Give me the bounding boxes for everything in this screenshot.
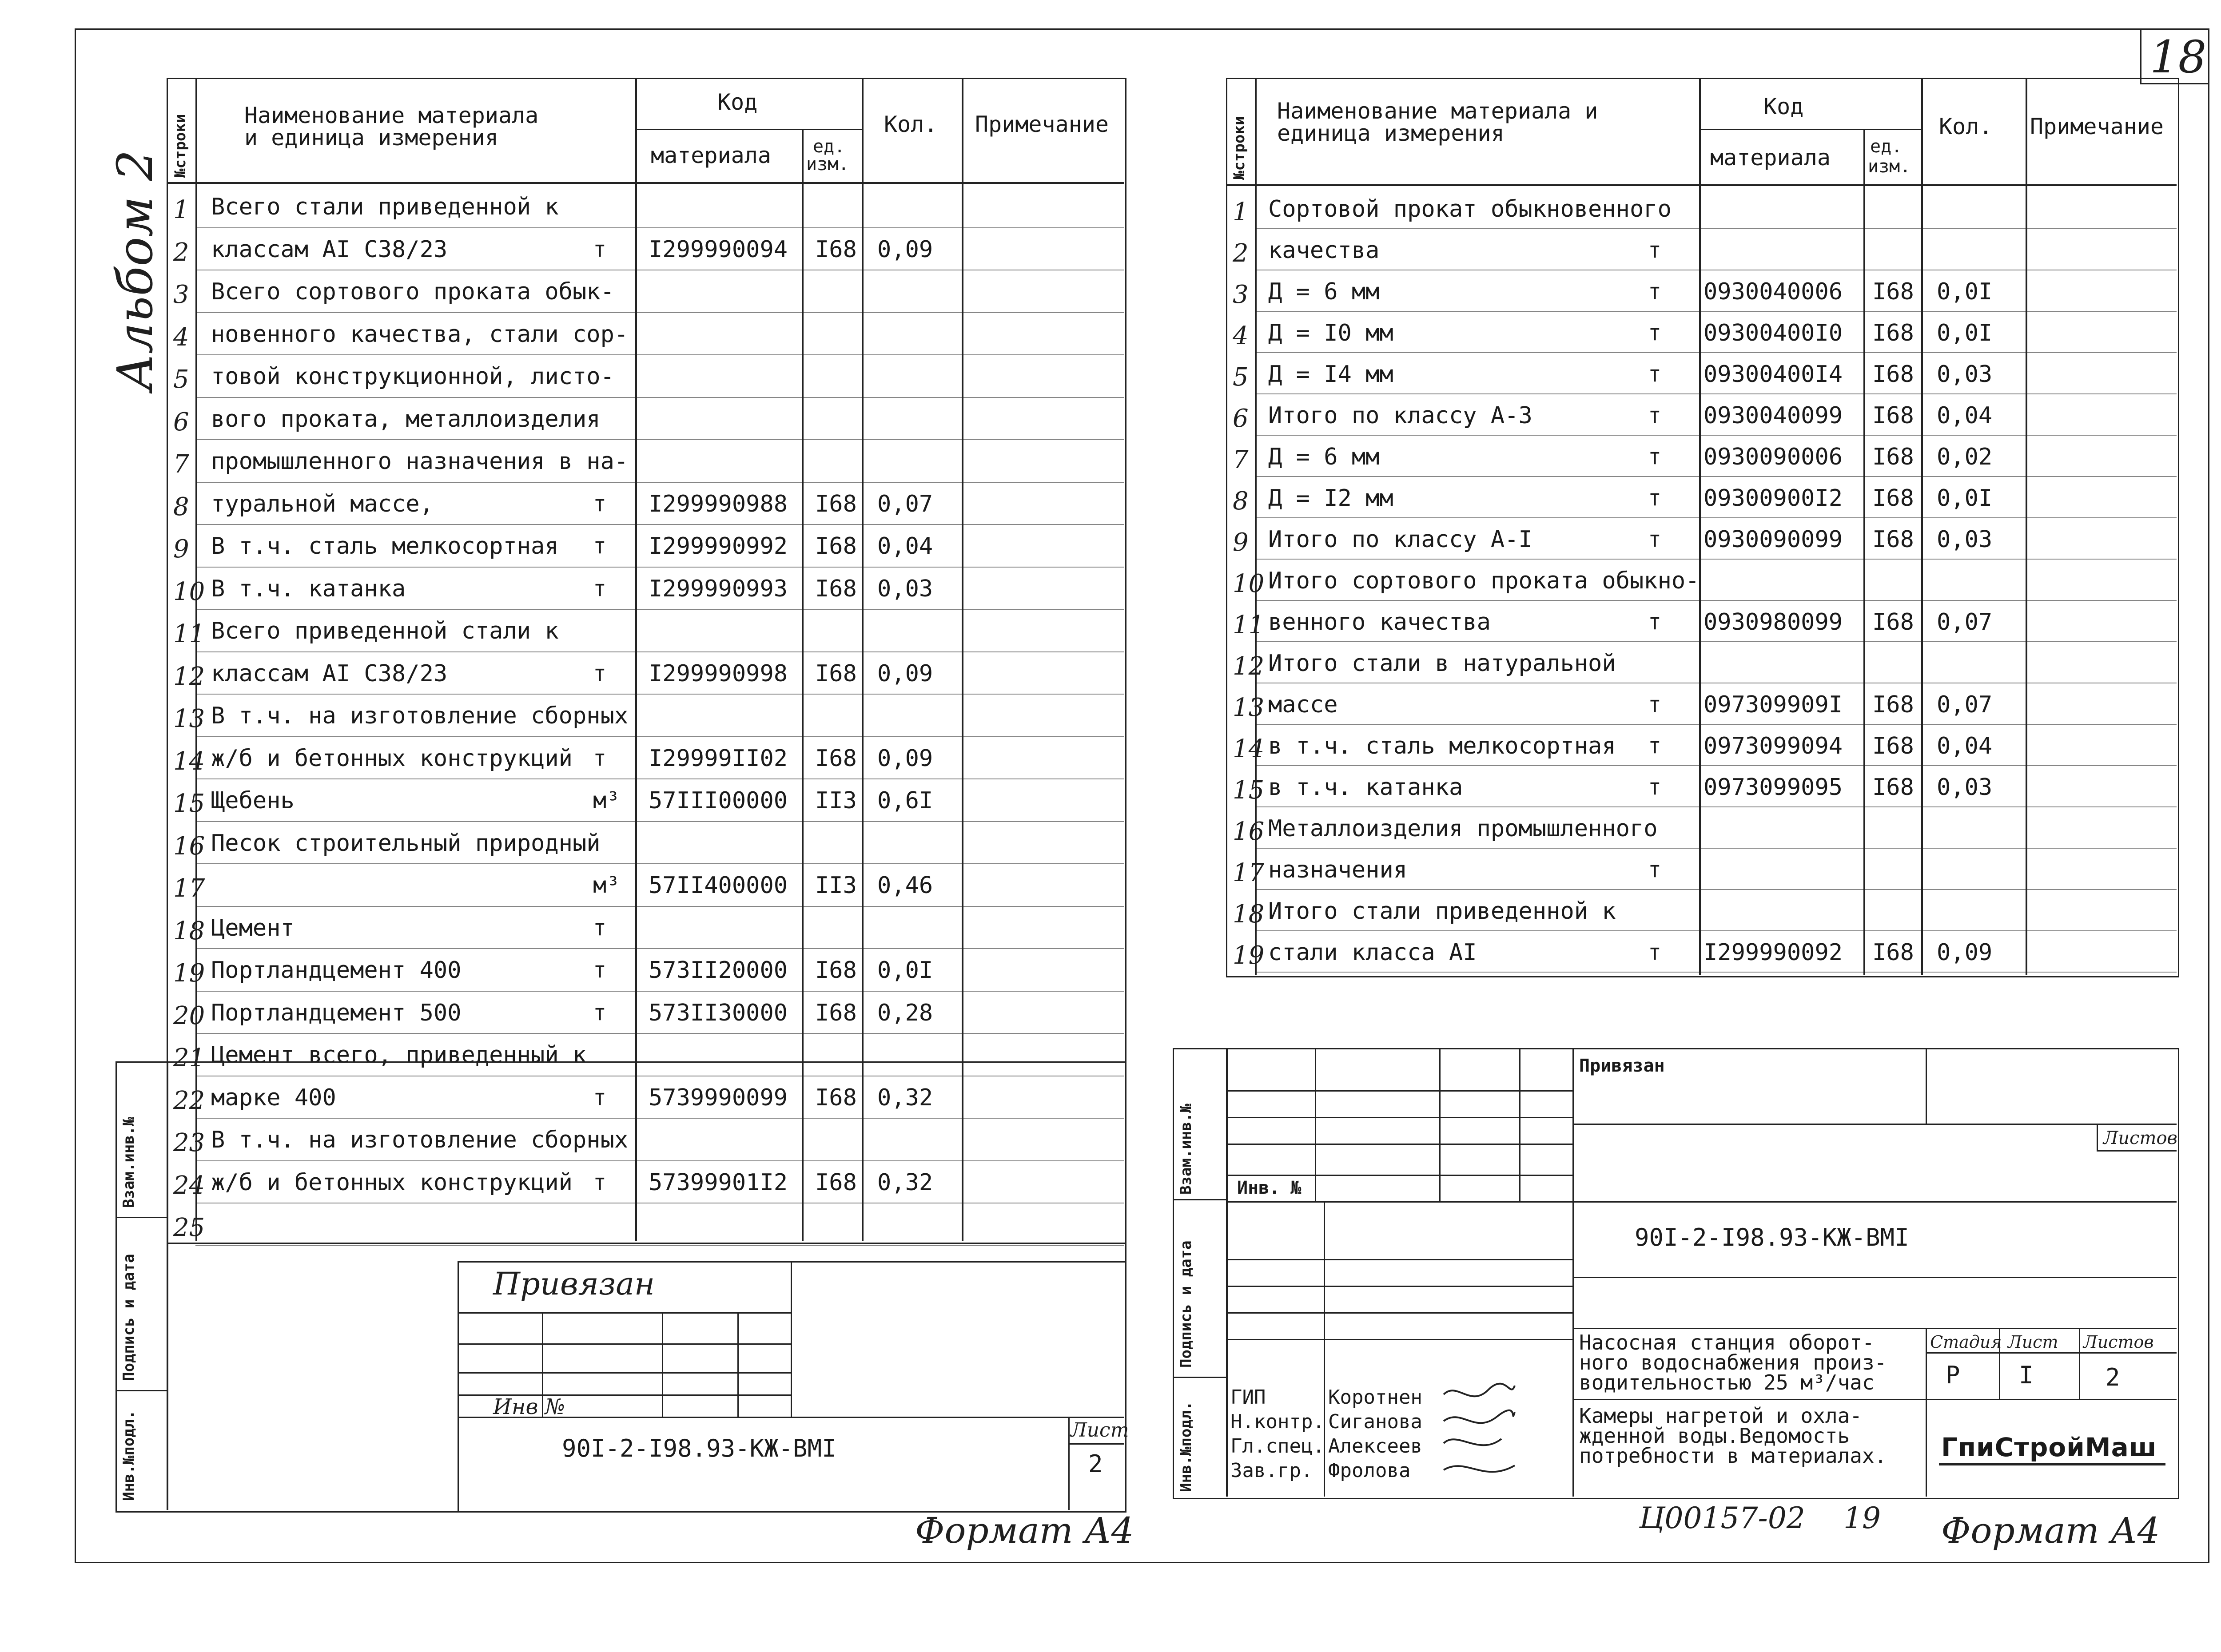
material-name: классам AI C38/23 bbox=[211, 236, 448, 263]
material-code: 57399901I2 bbox=[649, 1169, 788, 1196]
material-name: товой конструкционной, листо- bbox=[211, 363, 614, 390]
row-number: 9 bbox=[1233, 528, 1249, 557]
material-name: Д = 6 мм bbox=[1268, 444, 1380, 470]
row-number: 25 bbox=[173, 1213, 205, 1242]
material-code: 09300400I0 bbox=[1704, 320, 1843, 346]
quantity: 0,0I bbox=[1937, 485, 1993, 512]
ref-number: Ц00157-02 bbox=[1639, 1501, 1805, 1535]
quantity: 0,46 bbox=[877, 872, 933, 899]
material-code: 0930040099 bbox=[1704, 402, 1843, 429]
row-number: 12 bbox=[173, 662, 205, 691]
row-number: 10 bbox=[1233, 569, 1265, 598]
material-name: Металлоизделия промышленного bbox=[1268, 815, 1658, 842]
unit-symbol: т bbox=[593, 957, 607, 983]
row-number: 24 bbox=[173, 1171, 205, 1200]
right-inv-no: Инв. № bbox=[1237, 1178, 1302, 1198]
row-number: 18 bbox=[1233, 900, 1265, 929]
quantity: 0,04 bbox=[877, 533, 933, 560]
right-sub-line-1: Камеры нагретой и охла- bbox=[1579, 1404, 1862, 1428]
material-name: промышленного назначения в на- bbox=[211, 448, 629, 475]
row-number: 13 bbox=[173, 704, 205, 733]
material-name: Д = I0 мм bbox=[1268, 320, 1393, 346]
material-code: I299990988 bbox=[649, 490, 788, 517]
left-unit-header-2: изм. bbox=[806, 154, 849, 175]
org-logo: ГпиСтройМаш bbox=[1941, 1432, 2157, 1462]
material-name: Итого по классу А-I bbox=[1268, 526, 1532, 553]
approver-role: Гл.спец. bbox=[1230, 1435, 1325, 1457]
unit-code: I68 bbox=[815, 999, 857, 1026]
right-material-header: материала bbox=[1710, 145, 1831, 171]
unit-code: I68 bbox=[815, 236, 857, 263]
material-name: В т.ч. катанка bbox=[211, 575, 406, 602]
row-number: 7 bbox=[173, 450, 189, 479]
quantity: 0,09 bbox=[877, 745, 933, 772]
quantity: 0,32 bbox=[877, 1169, 933, 1196]
quantity: 0,02 bbox=[1937, 444, 1993, 470]
row-number: 2 bbox=[1233, 239, 1249, 268]
material-code: 57II400000 bbox=[649, 872, 788, 899]
unit-code: I68 bbox=[1872, 320, 1914, 346]
right-sub-line-2: жденной воды.Ведомость bbox=[1579, 1424, 1850, 1448]
quantity: 0,07 bbox=[1937, 691, 1993, 718]
unit-symbol: т bbox=[593, 1169, 607, 1195]
row-number: 19 bbox=[1233, 941, 1265, 970]
material-code: 0930980099 bbox=[1704, 609, 1843, 635]
material-name: Портландцемент 400 bbox=[211, 957, 462, 984]
ref-page: 19 bbox=[1843, 1501, 1881, 1535]
material-code: 0973099094 bbox=[1704, 733, 1843, 759]
unit-code: I68 bbox=[1872, 361, 1914, 388]
row-number: 4 bbox=[173, 322, 189, 352]
unit-symbol: т bbox=[1648, 237, 1662, 263]
right-title-line-2: ного водоснабжения произ- bbox=[1579, 1350, 1887, 1374]
quantity: 0,03 bbox=[1937, 526, 1993, 553]
left-inv-no: Инв № bbox=[493, 1394, 565, 1419]
unit-code: I68 bbox=[1872, 774, 1914, 801]
material-name: массе bbox=[1268, 691, 1338, 718]
unit-code: I68 bbox=[1872, 485, 1914, 512]
row-number: 8 bbox=[1233, 487, 1249, 516]
material-name: в т.ч. катанка bbox=[1268, 774, 1463, 801]
unit-code: I68 bbox=[1872, 733, 1914, 759]
material-name: назначения bbox=[1268, 857, 1408, 883]
right-unit-header-1: ед. bbox=[1870, 136, 1903, 157]
unit-symbol: т bbox=[1648, 733, 1662, 758]
material-code: I299990094 bbox=[649, 236, 788, 263]
material-name: Песок строительный природный bbox=[211, 830, 601, 857]
material-name: Д = I4 мм bbox=[1268, 361, 1393, 388]
material-name: классам AI C38/23 bbox=[211, 660, 448, 687]
quantity: 0,03 bbox=[1937, 774, 1993, 801]
unit-symbol: т bbox=[1648, 857, 1662, 882]
stage-label: Стадия bbox=[1930, 1332, 2002, 1352]
material-name: венного качества bbox=[1268, 609, 1491, 635]
material-name: В т.ч. сталь мелкосортная bbox=[211, 533, 559, 560]
quantity: 0,09 bbox=[877, 660, 933, 687]
row-number: 3 bbox=[173, 280, 189, 309]
left-code-header: Код bbox=[717, 89, 758, 115]
sheet-value: I bbox=[2019, 1361, 2034, 1389]
unit-symbol: т bbox=[593, 533, 607, 559]
material-name: вого проката, металлоизделия bbox=[211, 405, 601, 433]
unit-symbol: м³ bbox=[593, 787, 620, 813]
right-name-header-1: Наименование материала и bbox=[1277, 98, 1598, 124]
material-code: 0930040006 bbox=[1704, 278, 1843, 305]
row-number: 7 bbox=[1233, 445, 1249, 474]
unit-symbol: т bbox=[593, 236, 607, 262]
material-name: Итого сортового проката обыкно- bbox=[1268, 568, 1700, 594]
material-name: Всего стали приведенной к bbox=[211, 194, 559, 220]
unit-symbol: т bbox=[1648, 402, 1662, 428]
left-side-label-sign: Подпись и дата bbox=[120, 1254, 138, 1381]
row-number: 1 bbox=[173, 195, 189, 224]
row-number: 16 bbox=[173, 831, 205, 861]
material-name: в т.ч. сталь мелкосортная bbox=[1268, 733, 1616, 759]
signature-marks bbox=[1439, 1381, 1519, 1492]
row-number: 13 bbox=[1233, 693, 1265, 722]
org-logo-underline bbox=[1939, 1463, 2165, 1465]
unit-symbol: т bbox=[1648, 485, 1662, 511]
left-note-header: Примечание bbox=[975, 111, 1109, 137]
right-qty-header: Кол. bbox=[1939, 114, 1993, 139]
material-name: ж/б и бетонных конструкций bbox=[211, 745, 573, 772]
unit-code: I68 bbox=[1872, 691, 1914, 718]
material-code: I299990992 bbox=[649, 533, 788, 560]
material-name: Итого стали приведенной к bbox=[1268, 898, 1616, 925]
quantity: 0,0I bbox=[877, 957, 933, 984]
page-number: 18 bbox=[2150, 31, 2207, 83]
approver-name: Сиганова bbox=[1328, 1410, 1422, 1433]
quantity: 0,0I bbox=[1937, 278, 1993, 305]
right-listov-top: Листов bbox=[2103, 1128, 2177, 1148]
material-name: туральной массе, bbox=[211, 490, 434, 517]
quantity: 0,04 bbox=[1937, 733, 1993, 759]
quantity: 0,07 bbox=[1937, 609, 1993, 635]
approver-name: Фролова bbox=[1328, 1459, 1411, 1482]
row-number: 17 bbox=[173, 874, 205, 903]
right-unit-header-2: изм. bbox=[1868, 156, 1911, 177]
left-list-value: 2 bbox=[1088, 1450, 1103, 1478]
quantity: 0,28 bbox=[877, 999, 933, 1026]
unit-symbol: т bbox=[593, 575, 607, 601]
material-code: 097309909I bbox=[1704, 691, 1843, 718]
material-name: новенного качества, стали сор- bbox=[211, 321, 629, 348]
material-name: марке 400 bbox=[211, 1084, 336, 1111]
approver-role: Зав.гр. bbox=[1230, 1459, 1313, 1482]
row-number: 15 bbox=[1233, 776, 1265, 805]
quantity: 0,6I bbox=[877, 787, 933, 814]
unit-code: I68 bbox=[815, 660, 857, 687]
sheets-value: 2 bbox=[2106, 1363, 2120, 1391]
material-name: Д = 6 мм bbox=[1268, 278, 1380, 305]
unit-code: I68 bbox=[815, 575, 857, 602]
right-doc-code: 90I-2-I98.93-КЖ-ВМI bbox=[1635, 1223, 1909, 1251]
right-privyazan: Привязан bbox=[1579, 1056, 1665, 1076]
row-number: 11 bbox=[1233, 611, 1265, 639]
left-privyazan: Привязан bbox=[493, 1266, 655, 1302]
material-name: качества bbox=[1268, 237, 1380, 264]
unit-symbol: т bbox=[1648, 939, 1662, 965]
approver-role: Н.контр. bbox=[1230, 1410, 1325, 1433]
format-left: Формат А4 bbox=[915, 1510, 1134, 1551]
row-number: 2 bbox=[173, 238, 189, 267]
unit-code: I68 bbox=[1872, 526, 1914, 553]
right-sub-line-3: потребности в материалах. bbox=[1579, 1444, 1887, 1468]
unit-symbol: т bbox=[1648, 278, 1662, 304]
unit-code: I68 bbox=[1872, 609, 1914, 635]
left-material-header: материала bbox=[651, 143, 771, 168]
right-name-header-2: единица измерения bbox=[1277, 120, 1505, 146]
material-name: Всего приведенной стали к bbox=[211, 618, 559, 644]
material-name: Цемент bbox=[211, 914, 295, 941]
row-number: 1 bbox=[1233, 198, 1249, 226]
row-number: 21 bbox=[173, 1044, 205, 1072]
unit-code: II3 bbox=[815, 787, 857, 814]
right-row-no-header: №строки bbox=[1230, 116, 1248, 180]
left-name-header-2: и единица измерения bbox=[244, 125, 498, 151]
row-number: 3 bbox=[1233, 280, 1249, 309]
quantity: 0,09 bbox=[877, 236, 933, 263]
material-code: 09300900I2 bbox=[1704, 485, 1843, 512]
material-name: Цемент всего, приведенный к bbox=[211, 1042, 587, 1068]
material-code: 573II20000 bbox=[649, 957, 788, 984]
material-name: Итого по классу А-3 bbox=[1268, 402, 1532, 429]
row-number: 20 bbox=[173, 1001, 205, 1030]
unit-symbol: т bbox=[593, 660, 607, 686]
material-code: I299990092 bbox=[1704, 939, 1843, 966]
material-name: В т.ч. на изготовление сборных bbox=[211, 703, 629, 729]
unit-symbol: т bbox=[1648, 320, 1662, 345]
row-number: 15 bbox=[173, 789, 205, 818]
material-code: 0930090006 bbox=[1704, 444, 1843, 470]
left-row-no-header: №строки bbox=[171, 114, 189, 178]
quantity: 0,09 bbox=[1937, 939, 1993, 966]
approver-name: Алексеев bbox=[1328, 1435, 1422, 1457]
unit-code: I68 bbox=[815, 490, 857, 517]
left-name-header-1: Наименование материала bbox=[244, 103, 539, 128]
unit-code: I68 bbox=[1872, 402, 1914, 429]
material-name: Всего сортового проката обык- bbox=[211, 278, 614, 305]
unit-symbol: т bbox=[593, 745, 607, 771]
unit-symbol: т bbox=[1648, 361, 1662, 387]
material-code: I299990993 bbox=[649, 575, 788, 602]
left-side-label-inv: Инв.№подл. bbox=[120, 1410, 138, 1501]
material-name: Итого стали в натуральной bbox=[1268, 650, 1616, 677]
unit-symbol: т bbox=[1648, 691, 1662, 717]
right-title-line-3: водительностью 25 м³/час bbox=[1579, 1370, 1875, 1394]
quantity: 0,32 bbox=[877, 1084, 933, 1111]
material-code: I299990998 bbox=[649, 660, 788, 687]
quantity: 0,03 bbox=[877, 575, 933, 602]
right-side-label-inv: Инв.№подл. bbox=[1177, 1401, 1195, 1492]
row-number: 6 bbox=[173, 407, 189, 437]
row-number: 14 bbox=[1233, 735, 1265, 763]
material-code: 0973099095 bbox=[1704, 774, 1843, 801]
material-name: Сортовой прокат обыкновенного bbox=[1268, 196, 1672, 222]
sheets-label: Листов bbox=[2083, 1332, 2154, 1352]
approver-role: ГИП bbox=[1230, 1386, 1266, 1409]
unit-symbol: т bbox=[1648, 444, 1662, 469]
unit-code: I68 bbox=[815, 1169, 857, 1196]
quantity: 0,03 bbox=[1937, 361, 1993, 388]
row-number: 5 bbox=[173, 365, 189, 394]
right-note-header: Примечание bbox=[2030, 114, 2164, 139]
row-number: 18 bbox=[173, 916, 205, 945]
row-number: 22 bbox=[173, 1086, 205, 1115]
left-doc-code: 90I-2-I98.93-КЖ-ВМI bbox=[562, 1434, 836, 1462]
unit-code: II3 bbox=[815, 872, 857, 899]
unit-symbol: т bbox=[1648, 609, 1662, 635]
unit-code: I68 bbox=[815, 745, 857, 772]
material-code: 57III00000 bbox=[649, 787, 788, 814]
material-code: 5739990099 bbox=[649, 1084, 788, 1111]
unit-symbol: т bbox=[593, 914, 607, 941]
material-name: ж/б и бетонных конструкций bbox=[211, 1169, 573, 1196]
row-number: 10 bbox=[173, 577, 205, 606]
right-title-line-1: Насосная станция оборот- bbox=[1579, 1330, 1875, 1354]
unit-code: I68 bbox=[1872, 939, 1914, 966]
right-side-label-vzam: Взам.инв.№ bbox=[1177, 1104, 1195, 1195]
row-number: 9 bbox=[173, 535, 189, 564]
unit-symbol: т bbox=[593, 490, 607, 516]
material-name: В т.ч. на изготовление сборных bbox=[211, 1127, 629, 1153]
row-number: 6 bbox=[1233, 404, 1249, 433]
left-list-label: Лист bbox=[1071, 1419, 1129, 1442]
material-name: Д = I2 мм bbox=[1268, 485, 1393, 512]
right-code-header: Код bbox=[1763, 94, 1804, 119]
row-number: 5 bbox=[1233, 363, 1249, 392]
approver-name: Коротнен bbox=[1328, 1386, 1422, 1409]
row-number: 4 bbox=[1233, 322, 1249, 350]
unit-symbol: т bbox=[593, 999, 607, 1025]
left-side-label-vzam: Взам.инв.№ bbox=[120, 1117, 138, 1208]
left-qty-header: Кол. bbox=[884, 111, 938, 137]
unit-code: I68 bbox=[815, 957, 857, 984]
quantity: 0,04 bbox=[1937, 402, 1993, 429]
material-name: Портландцемент 500 bbox=[211, 999, 462, 1026]
material-name: Щебень bbox=[211, 787, 295, 814]
unit-symbol: м³ bbox=[593, 872, 620, 898]
unit-symbol: т bbox=[1648, 526, 1662, 552]
material-code: 0930090099 bbox=[1704, 526, 1843, 553]
row-number: 23 bbox=[173, 1128, 205, 1157]
unit-code: I68 bbox=[1872, 278, 1914, 305]
row-number: 16 bbox=[1233, 817, 1265, 846]
unit-code: I68 bbox=[1872, 444, 1914, 470]
unit-code: I68 bbox=[815, 533, 857, 560]
left-unit-header-1: ед. bbox=[813, 136, 845, 157]
right-side-label-sign: Подпись и дата bbox=[1177, 1240, 1195, 1368]
row-number: 11 bbox=[173, 620, 205, 648]
album-label: Альбом 2 bbox=[107, 150, 163, 391]
unit-symbol: т bbox=[593, 1084, 607, 1110]
unit-symbol: т bbox=[1648, 774, 1662, 800]
material-name: стали класса AI bbox=[1268, 939, 1477, 966]
material-code: 573II30000 bbox=[649, 999, 788, 1026]
material-code: 09300400I4 bbox=[1704, 361, 1843, 388]
sheet-label: Лист bbox=[2008, 1332, 2058, 1352]
row-number: 8 bbox=[173, 492, 189, 521]
row-number: 17 bbox=[1233, 858, 1265, 887]
row-number: 12 bbox=[1233, 652, 1265, 681]
unit-code: I68 bbox=[815, 1084, 857, 1111]
stage-value: Р bbox=[1946, 1361, 1960, 1389]
quantity: 0,0I bbox=[1937, 320, 1993, 346]
row-number: 19 bbox=[173, 959, 205, 988]
material-code: I29999II02 bbox=[649, 745, 788, 772]
row-number: 14 bbox=[173, 747, 205, 776]
quantity: 0,07 bbox=[877, 490, 933, 517]
format-right: Формат А4 bbox=[1941, 1510, 2160, 1551]
